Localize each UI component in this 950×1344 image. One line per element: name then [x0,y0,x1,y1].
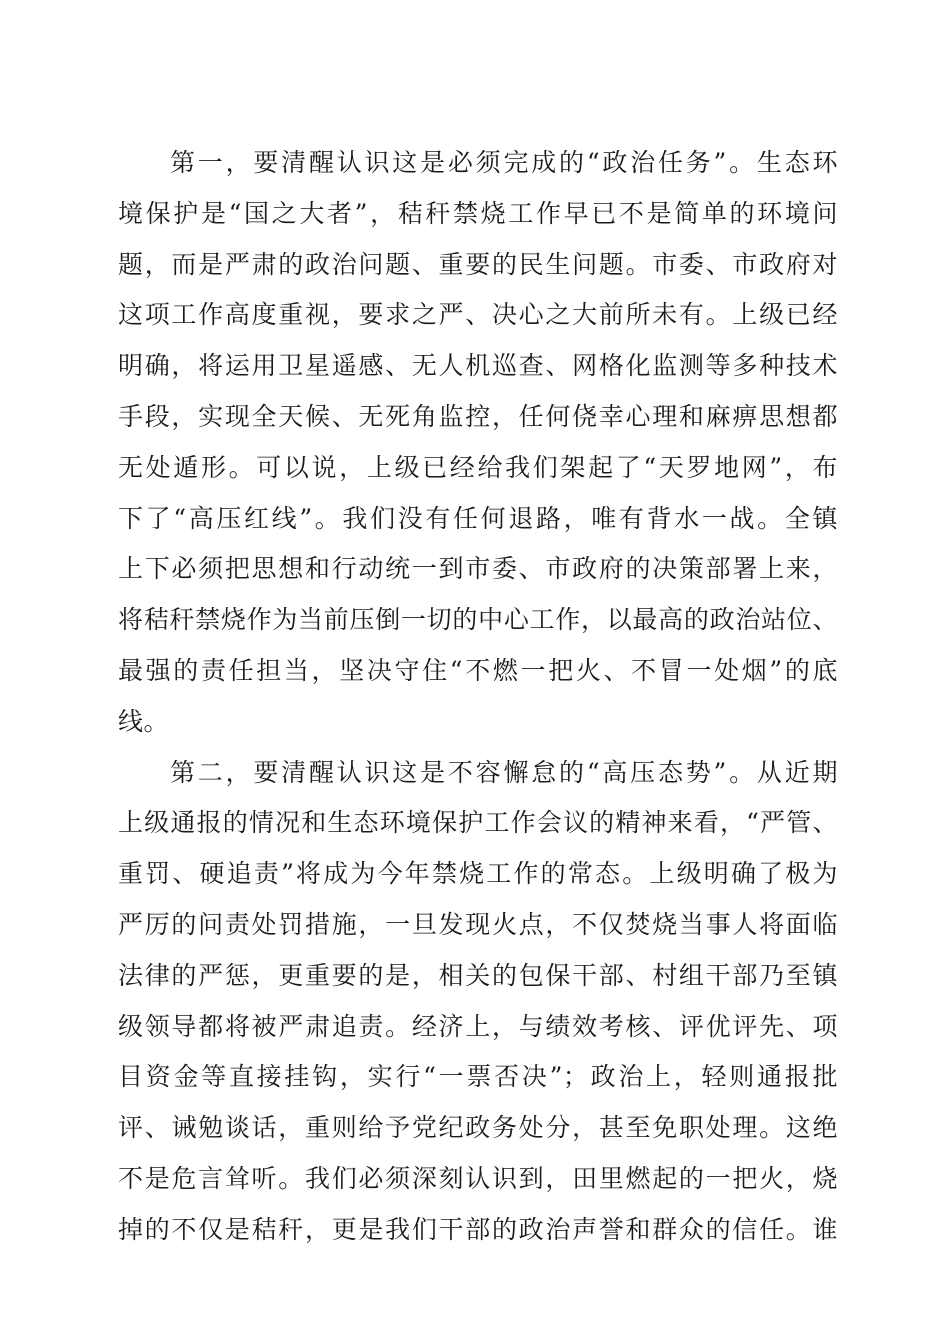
text-line: 手段，实现全天候、无死角监控，任何侥幸心理和麻痹思想都 [118,401,838,431]
text-line: 级领导都将被严肃追责。经济上，与绩效考核、评优评先、项 [118,1011,838,1041]
text-line: 第二，要清醒认识这是不容懈怠的“高压态势”。从近期 [170,757,838,787]
text-line: 这项工作高度重视，要求之严、决心之大前所未有。上级已经 [118,300,838,330]
document-body [118,138,838,1256]
text-line: 严厉的问责处罚措施，一旦发现火点，不仅焚烧当事人将面临 [118,909,838,939]
text-line: 上级通报的情况和生态环境保护工作会议的精神来看，“严管、 [118,808,838,838]
text-line: 题，而是严肃的政治问题、重要的民生问题。市委、市政府对 [118,249,838,279]
text-line: 将秸秆禁烧作为当前压倒一切的中心工作，以最高的政治站位、 [118,605,838,635]
text-line: 上下必须把思想和行动统一到市委、市政府的决策部署上来， [118,554,838,584]
text-line: 目资金等直接挂钩，实行“一票否决”；政治上，轻则通报批 [118,1062,838,1092]
text-line: 法律的严惩，更重要的是，相关的包保干部、村组干部乃至镇 [118,960,838,990]
text-line: 第一，要清醒认识这是必须完成的“政治任务”。生态环 [170,148,838,177]
text-line: 掉的不仅是秸秆，更是我们干部的政治声誉和群众的信任。谁 [118,1214,838,1244]
paragraph-2 [118,748,838,1256]
text-line: 下了“高压红线”。我们没有任何退路，唯有背水一战。全镇 [118,503,838,533]
text-line: 境保护是“国之大者”，秸秆禁烧工作早已不是简单的环境问 [118,198,838,228]
text-line: 线。 [118,706,170,736]
text-line: 最强的责任担当，坚决守住“不燃一把火、不冒一处烟”的底 [118,655,838,685]
paragraph-1 [118,138,838,748]
text-line: 不是危言耸听。我们必须深刻认识到，田里燃起的一把火，烧 [118,1163,838,1193]
text-line: 评、诫勉谈话，重则给予党纪政务处分，甚至免职处理。这绝 [118,1113,838,1143]
text-line: 重罚、硬追责”将成为今年禁烧工作的常态。上级明确了极为 [118,859,838,889]
text-line: 明确，将运用卫星遥感、无人机巡查、网格化监测等多种技术 [118,351,838,381]
text-line: 无处遁形。可以说，上级已经给我们架起了“天罗地网”，布 [118,452,838,482]
